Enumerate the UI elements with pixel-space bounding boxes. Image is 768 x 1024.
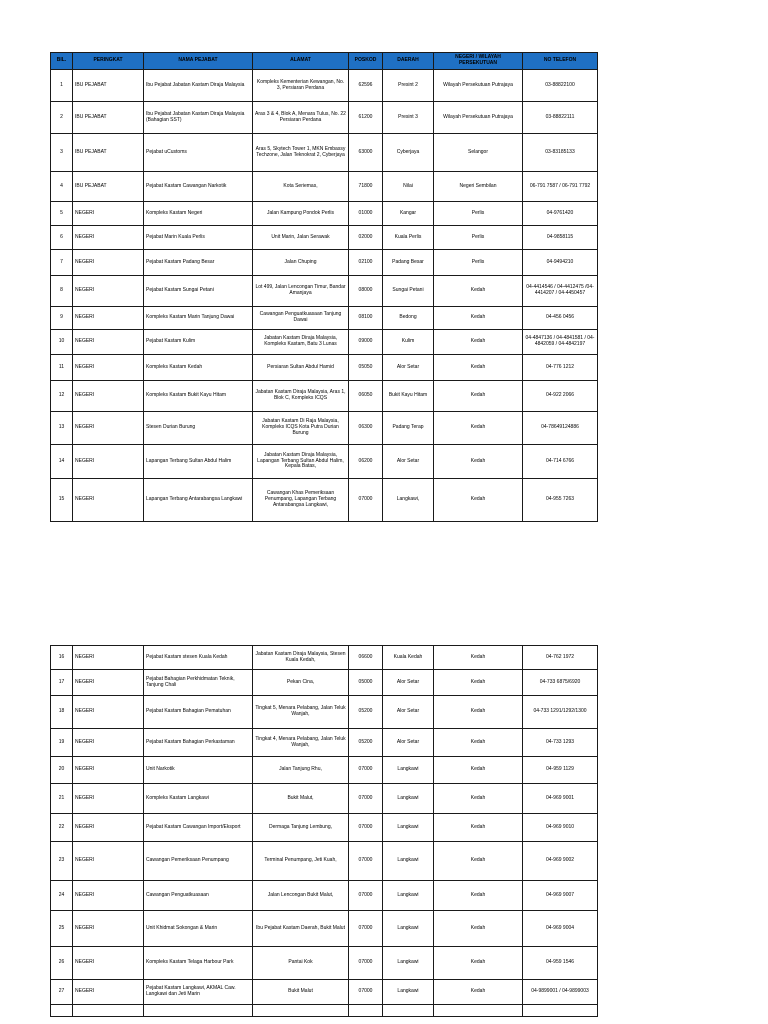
cell-peringkat: NEGERI [73, 250, 144, 276]
cell-daerah: Bedong [383, 307, 434, 330]
cell-bil: 8 [51, 276, 73, 307]
cell-peringkat: NEGERI [73, 881, 144, 911]
cell-alamat: Aras 5, Skytech Tower 1, MKN Embassy Techzone, Jalan Teknokrat 2, Cyberjaya [253, 134, 349, 172]
table-row [51, 479, 598, 522]
cell-poskod: 05000 [349, 670, 383, 696]
cell-no-telefon: 04-9858115 [523, 226, 598, 250]
cell-daerah: Kulim [383, 330, 434, 355]
cell-poskod: 05050 [349, 355, 383, 381]
cell-poskod: 07000 [349, 479, 383, 522]
cell-negeri: Kedah [434, 729, 523, 757]
cell-negeri: Perlis [434, 250, 523, 276]
cell-peringkat: IBU PEJABAT [73, 102, 144, 134]
cell-alamat: Jabatan Kastam Diraja Malaysia, Aras 1, Blok C, Kompleks ICQS [253, 381, 349, 412]
header-alamat: ALAMAT [253, 53, 349, 70]
cell-no-telefon: 04-9899001 / 04-9899003 [523, 980, 598, 1005]
cell-bil: 27 [51, 980, 73, 1005]
cell-daerah: Padang Besar [383, 250, 434, 276]
cell-negeri: Selangor [434, 134, 523, 172]
cell-peringkat: NEGERI [73, 445, 144, 479]
cell-alamat: Jabatan Kastam Diraja Malaysia, Kompleks Kastam, Batu 3 Lunas [253, 330, 349, 355]
cell-poskod: 61200 [349, 102, 383, 134]
cell-no-telefon: 04-776 1212 [523, 355, 598, 381]
cell-nama-pejabat: Cawangan Penguatkuasaan [144, 881, 253, 911]
cell-no-telefon: 04-969 9002 [523, 842, 598, 881]
cell-negeri [434, 1005, 523, 1017]
header-daerah: DAERAH [383, 53, 434, 70]
cell-daerah: Kuala Kedah [383, 646, 434, 670]
cell-alamat: Jabatan Kastam Diraja Malaysia, Lapangan Terbang Sultan Abdul Halim, Kepala Batas, [253, 445, 349, 479]
cell-alamat: Jabatan Kastam Diraja Malaysia, Stesen Kuala Kedah, [253, 646, 349, 670]
table-row [51, 980, 598, 1005]
cell-alamat: Cawangan Khas Pemeriksaan Penumpang, Lapangan Terbang Antarabangsa Langkawi, [253, 479, 349, 522]
table-row [51, 102, 598, 134]
cell-no-telefon: 04-969 9001 [523, 784, 598, 814]
cell-peringkat: NEGERI [73, 670, 144, 696]
cell-negeri: Kedah [434, 911, 523, 947]
cell-alamat: Dermaga Tanjung Lembung, [253, 814, 349, 842]
cell-poskod: 07000 [349, 980, 383, 1005]
cell-alamat: Tingkat 4, Menara Pelabang, Jalan Teluk Wanjah, [253, 729, 349, 757]
cell-poskod: 08000 [349, 276, 383, 307]
cell-poskod: 07000 [349, 757, 383, 784]
cell-poskod: 06200 [349, 445, 383, 479]
cell-bil: 10 [51, 330, 73, 355]
cell-daerah: Presint 3 [383, 102, 434, 134]
cell-negeri: Kedah [434, 276, 523, 307]
cell-daerah: Langkawi [383, 881, 434, 911]
cell-bil: 21 [51, 784, 73, 814]
cell-nama-pejabat: Ibu Pejabat Jabatan Kastam Diraja Malaysia [144, 70, 253, 102]
cell-bil: 20 [51, 757, 73, 784]
cell-daerah: Langkawi [383, 757, 434, 784]
header-no-telefon: NO TELEFON [523, 53, 598, 70]
cell-negeri: Kedah [434, 881, 523, 911]
cell-negeri: Kedah [434, 784, 523, 814]
cell-bil: 16 [51, 646, 73, 670]
cell-no-telefon: 04-959 1546 [523, 947, 598, 980]
cell-no-telefon: 06-791 7587 / 06-791 7792 [523, 172, 598, 202]
cell-poskod: 62596 [349, 70, 383, 102]
cell-nama-pejabat: Pejabat Kastam Bahagian Perkastaman [144, 729, 253, 757]
cell-poskod: 07000 [349, 911, 383, 947]
cell-bil: 14 [51, 445, 73, 479]
cell-nama-pejabat: Pejabat Kastam Bahagian Pematuhan [144, 696, 253, 729]
cell-daerah: Alor Setar [383, 729, 434, 757]
cell-daerah: Alor Setar [383, 670, 434, 696]
header-nama-pejabat: NAMA PEJABAT [144, 53, 253, 70]
cell-peringkat: NEGERI [73, 814, 144, 842]
cell-alamat: Cawangan Penguatkuasaan Tanjung Dawai [253, 307, 349, 330]
cell-nama-pejabat: Cawangan Pemeriksaan Penumpang [144, 842, 253, 881]
cell-no-telefon: 03-88822100 [523, 70, 598, 102]
table-row [51, 757, 598, 784]
cell-poskod: 09000 [349, 330, 383, 355]
cell-alamat: Pekan Cina, [253, 670, 349, 696]
cell-peringkat: NEGERI [73, 381, 144, 412]
cell-negeri: Kedah [434, 307, 523, 330]
table-row [51, 784, 598, 814]
cell-peringkat: NEGERI [73, 696, 144, 729]
cell-negeri: Kedah [434, 646, 523, 670]
cell-nama-pejabat: Pejabat Kastam Sungai Petani [144, 276, 253, 307]
cell-bil: 5 [51, 202, 73, 226]
cell-daerah: Kangar [383, 202, 434, 226]
cell-bil: 25 [51, 911, 73, 947]
cell-alamat: Jalan Kampung Pondok Perlis [253, 202, 349, 226]
cell-negeri: Perlis [434, 202, 523, 226]
cell-peringkat: IBU PEJABAT [73, 172, 144, 202]
cell-daerah: Alor Setar [383, 696, 434, 729]
cell-peringkat: NEGERI [73, 276, 144, 307]
cell-peringkat: NEGERI [73, 911, 144, 947]
header-peringkat: PERINGKAT [73, 53, 144, 70]
cell-peringkat: NEGERI [73, 226, 144, 250]
cell-poskod: 07000 [349, 842, 383, 881]
table-row [51, 646, 598, 670]
cell-nama-pejabat: Pejabat Kastam Kulim [144, 330, 253, 355]
cell-peringkat: NEGERI [73, 784, 144, 814]
cell-negeri: Kedah [434, 479, 523, 522]
cell-alamat: Lot 499, Jalan Lencongan Timur, Bandar Amanjaya [253, 276, 349, 307]
cell-peringkat: NEGERI [73, 330, 144, 355]
cell-alamat: Bukit Malut [253, 980, 349, 1005]
cell-poskod: 08100 [349, 307, 383, 330]
cell-daerah: Bukit Kayu Hitam [383, 381, 434, 412]
cell-daerah: Langkawi [383, 980, 434, 1005]
cell-negeri: Kedah [434, 670, 523, 696]
cell-no-telefon: 04-969 9004 [523, 911, 598, 947]
cell-poskod: 07000 [349, 947, 383, 980]
table-row [51, 355, 598, 381]
cell-peringkat: NEGERI [73, 307, 144, 330]
cell-no-telefon: 04-733 6875/6920 [523, 670, 598, 696]
table-row [51, 172, 598, 202]
cell-no-telefon: 04-733 1291/1292/1300 [523, 696, 598, 729]
cell-daerah: Padang Terap [383, 412, 434, 445]
cell-nama-pejabat: Pejabat Kastam Langkawi, AKMAL Caw. Langkawi dan Jeti Marin [144, 980, 253, 1005]
table-row [51, 330, 598, 355]
cell-peringkat: NEGERI [73, 729, 144, 757]
table-row [51, 670, 598, 696]
cell-daerah: Langkawi [383, 947, 434, 980]
cell-peringkat: NEGERI [73, 947, 144, 980]
cell-alamat: Persiaran Sultan Abdul Hamid [253, 355, 349, 381]
cell-alamat: Jalan Chuping [253, 250, 349, 276]
table-row [51, 307, 598, 330]
cell-nama-pejabat: Kompleks Kastam Marin Tanjung Dawai [144, 307, 253, 330]
cell-no-telefon: 04-959 1129 [523, 757, 598, 784]
cell-no-telefon: 04-714 6766 [523, 445, 598, 479]
cell-nama-pejabat: Lapangan Terbang Sultan Abdul Halim [144, 445, 253, 479]
cell-no-telefon: 04-955 7263 [523, 479, 598, 522]
cell-daerah: Nilai [383, 172, 434, 202]
cell-bil: 24 [51, 881, 73, 911]
cell-nama-pejabat: Pejabat Kastam Cawangan Narkotik [144, 172, 253, 202]
cell-poskod: 06300 [349, 412, 383, 445]
cell-peringkat: NEGERI [73, 842, 144, 881]
header-poskod: POSKOD [349, 53, 383, 70]
cell-nama-pejabat: Lapangan Terbang Antarabangsa Langkawi [144, 479, 253, 522]
cell-alamat: Jalan Lencongan Bukit Malut, [253, 881, 349, 911]
table-row [51, 250, 598, 276]
cell-bil: 11 [51, 355, 73, 381]
cell-alamat: Jabatan Kastam Di Raja Malaysia, Kompleks ICQS Kota Putra Durian Burung [253, 412, 349, 445]
cell-poskod: 71800 [349, 172, 383, 202]
cell-peringkat: NEGERI [73, 355, 144, 381]
cell-daerah [383, 1005, 434, 1017]
cell-alamat: Tingkat 5, Menara Pelabang, Jalan Teluk Wanjah, [253, 696, 349, 729]
cell-negeri: Kedah [434, 381, 523, 412]
cell-negeri: Wilayah Persekutuan Putrajaya [434, 102, 523, 134]
cell-bil: 1 [51, 70, 73, 102]
cell-poskod: 01000 [349, 202, 383, 226]
cell-bil: 18 [51, 696, 73, 729]
cell-daerah: Langkawi [383, 842, 434, 881]
cell-no-telefon: 04-969 9007 [523, 881, 598, 911]
cell-daerah: Alor Setar [383, 445, 434, 479]
cell-peringkat: NEGERI [73, 412, 144, 445]
table-row [51, 202, 598, 226]
cell-nama-pejabat: Kompleks Kastam Kedah [144, 355, 253, 381]
table-row [51, 381, 598, 412]
cell-no-telefon: 04-78649124886 [523, 412, 598, 445]
cell-no-telefon: 03-88822111 [523, 102, 598, 134]
cell-nama-pejabat [144, 1005, 253, 1017]
cell-nama-pejabat: Pejabat Bahagian Perkhidmatan Teknik, Tanjung Chali [144, 670, 253, 696]
cell-poskod: 05200 [349, 696, 383, 729]
table-row [51, 842, 598, 881]
table-row [51, 226, 598, 250]
cell-no-telefon: 04-456 0456 [523, 307, 598, 330]
cell-alamat: Aras 3 & 4, Blok A, Menara Tulus, No. 22 Persiaran Perdana [253, 102, 349, 134]
table-row [51, 729, 598, 757]
cell-bil [51, 1005, 73, 1017]
cell-negeri: Kedah [434, 412, 523, 445]
cell-poskod: 06050 [349, 381, 383, 412]
table-row [51, 412, 598, 445]
cell-poskod: 07000 [349, 784, 383, 814]
cell-bil: 9 [51, 307, 73, 330]
table-row [51, 134, 598, 172]
cell-daerah: Alor Setar [383, 355, 434, 381]
cell-daerah: Cyberjaya [383, 134, 434, 172]
cell-negeri: Kedah [434, 757, 523, 784]
cell-nama-pejabat: Pejabat Kastam Cawangan Import/Eksport [144, 814, 253, 842]
cell-negeri: Kedah [434, 980, 523, 1005]
cell-poskod: 02100 [349, 250, 383, 276]
cell-no-telefon [523, 1005, 598, 1017]
cell-nama-pejabat: Pejabat Kastam stesen Kuala Kedah [144, 646, 253, 670]
cell-bil: 2 [51, 102, 73, 134]
cell-no-telefon: 03-83185133 [523, 134, 598, 172]
office-table-2 [50, 645, 598, 1017]
cell-bil: 19 [51, 729, 73, 757]
cell-negeri: Kedah [434, 842, 523, 881]
cell-poskod: 06600 [349, 646, 383, 670]
cell-negeri: Perlis [434, 226, 523, 250]
cell-nama-pejabat: Pejabat Marin Kuala Perlis [144, 226, 253, 250]
cell-poskod: 63000 [349, 134, 383, 172]
table-row [51, 696, 598, 729]
cell-nama-pejabat: Unit Khidmat Sokongan & Marin [144, 911, 253, 947]
table-row [51, 70, 598, 102]
table-row [51, 947, 598, 980]
cell-bil: 22 [51, 814, 73, 842]
cell-nama-pejabat: Ibu Pejabat Jabatan Kastam Diraja Malaysia (Bahagian SST) [144, 102, 253, 134]
cell-peringkat: NEGERI [73, 980, 144, 1005]
cell-peringkat: NEGERI [73, 479, 144, 522]
cell-nama-pejabat: Kompleks Kastam Telaga Harbour Park [144, 947, 253, 980]
cell-bil: 12 [51, 381, 73, 412]
cell-nama-pejabat: Stesen Durian Burung [144, 412, 253, 445]
cell-daerah: Kuala Perlis [383, 226, 434, 250]
cell-no-telefon: 04-9494210 [523, 250, 598, 276]
cell-bil: 17 [51, 670, 73, 696]
cell-bil: 7 [51, 250, 73, 276]
cell-peringkat: NEGERI [73, 646, 144, 670]
cell-nama-pejabat: Unit Narkotik [144, 757, 253, 784]
cell-alamat: Jalan Tanjung Rhu, [253, 757, 349, 784]
cell-negeri: Negeri Sembilan [434, 172, 523, 202]
table-row [51, 276, 598, 307]
cell-daerah: Langkawi [383, 911, 434, 947]
cell-alamat: Ibu Pejabat Kastam Daerah, Bukit Malut [253, 911, 349, 947]
cell-nama-pejabat: Kompleks Kastam Negeri [144, 202, 253, 226]
cell-alamat [253, 1005, 349, 1017]
header-bil: BIL. [51, 53, 73, 70]
cell-negeri: Kedah [434, 445, 523, 479]
cell-daerah: Sungai Petani [383, 276, 434, 307]
cell-no-telefon: 04-922 2066 [523, 381, 598, 412]
cell-no-telefon: 04-4847136 / 04-4841581 / 04-4842059 / 04-4842197 [523, 330, 598, 355]
cell-no-telefon: 04-969 9010 [523, 814, 598, 842]
cell-poskod [349, 1005, 383, 1017]
cell-bil: 13 [51, 412, 73, 445]
cell-peringkat: IBU PEJABAT [73, 134, 144, 172]
cell-alamat: Kota Seriemas, [253, 172, 349, 202]
header-row [51, 53, 598, 70]
cell-peringkat: NEGERI [73, 757, 144, 784]
office-table-1 [50, 52, 598, 522]
cell-negeri: Kedah [434, 330, 523, 355]
cell-daerah: Langkawi, [383, 479, 434, 522]
cell-bil: 23 [51, 842, 73, 881]
cell-negeri: Wilayah Persekutuan Putrajaya [434, 70, 523, 102]
cell-negeri: Kedah [434, 947, 523, 980]
cell-poskod: 07000 [349, 814, 383, 842]
cell-negeri: Kedah [434, 814, 523, 842]
cell-alamat: Pantai Kok [253, 947, 349, 980]
cell-poskod: 02000 [349, 226, 383, 250]
cell-no-telefon: 04-9761420 [523, 202, 598, 226]
cell-bil: 4 [51, 172, 73, 202]
cell-peringkat [73, 1005, 144, 1017]
table-row [51, 1005, 598, 1017]
cell-negeri: Kedah [434, 696, 523, 729]
cell-bil: 6 [51, 226, 73, 250]
cell-nama-pejabat: Kompleks Kastam Bukit Kayu Hitam [144, 381, 253, 412]
cell-daerah: Presint 2 [383, 70, 434, 102]
table-row [51, 814, 598, 842]
cell-bil: 3 [51, 134, 73, 172]
table-row [51, 881, 598, 911]
cell-peringkat: IBU PEJABAT [73, 70, 144, 102]
table-row [51, 445, 598, 479]
cell-no-telefon: 04-4414546 / 04-4412475 /04-4414207 / 04-4450457 [523, 276, 598, 307]
cell-peringkat: NEGERI [73, 202, 144, 226]
cell-alamat: Bukit Malut, [253, 784, 349, 814]
cell-alamat: Terminal Penumpang, Jeti Kuah, [253, 842, 349, 881]
cell-no-telefon: 04-762 1972 [523, 646, 598, 670]
cell-poskod: 05200 [349, 729, 383, 757]
cell-no-telefon: 04-733 1293 [523, 729, 598, 757]
cell-daerah: Langkawi [383, 814, 434, 842]
cell-daerah: Langkawi [383, 784, 434, 814]
cell-nama-pejabat: Pejabat Kastam Padang Besar [144, 250, 253, 276]
cell-poskod: 07000 [349, 881, 383, 911]
cell-nama-pejabat: Pejabat uCustoms [144, 134, 253, 172]
header-negeri: NEGERI / WILAYAH PERSEKUTUAN [434, 53, 523, 70]
cell-bil: 15 [51, 479, 73, 522]
cell-nama-pejabat: Kompleks Kastam Langkawi [144, 784, 253, 814]
cell-alamat: Unit Marin, Jalan Serawak [253, 226, 349, 250]
cell-bil: 26 [51, 947, 73, 980]
cell-alamat: Kompleks Kementerian Kewangan, No. 3, Persiaran Perdana [253, 70, 349, 102]
table-row [51, 911, 598, 947]
cell-negeri: Kedah [434, 355, 523, 381]
